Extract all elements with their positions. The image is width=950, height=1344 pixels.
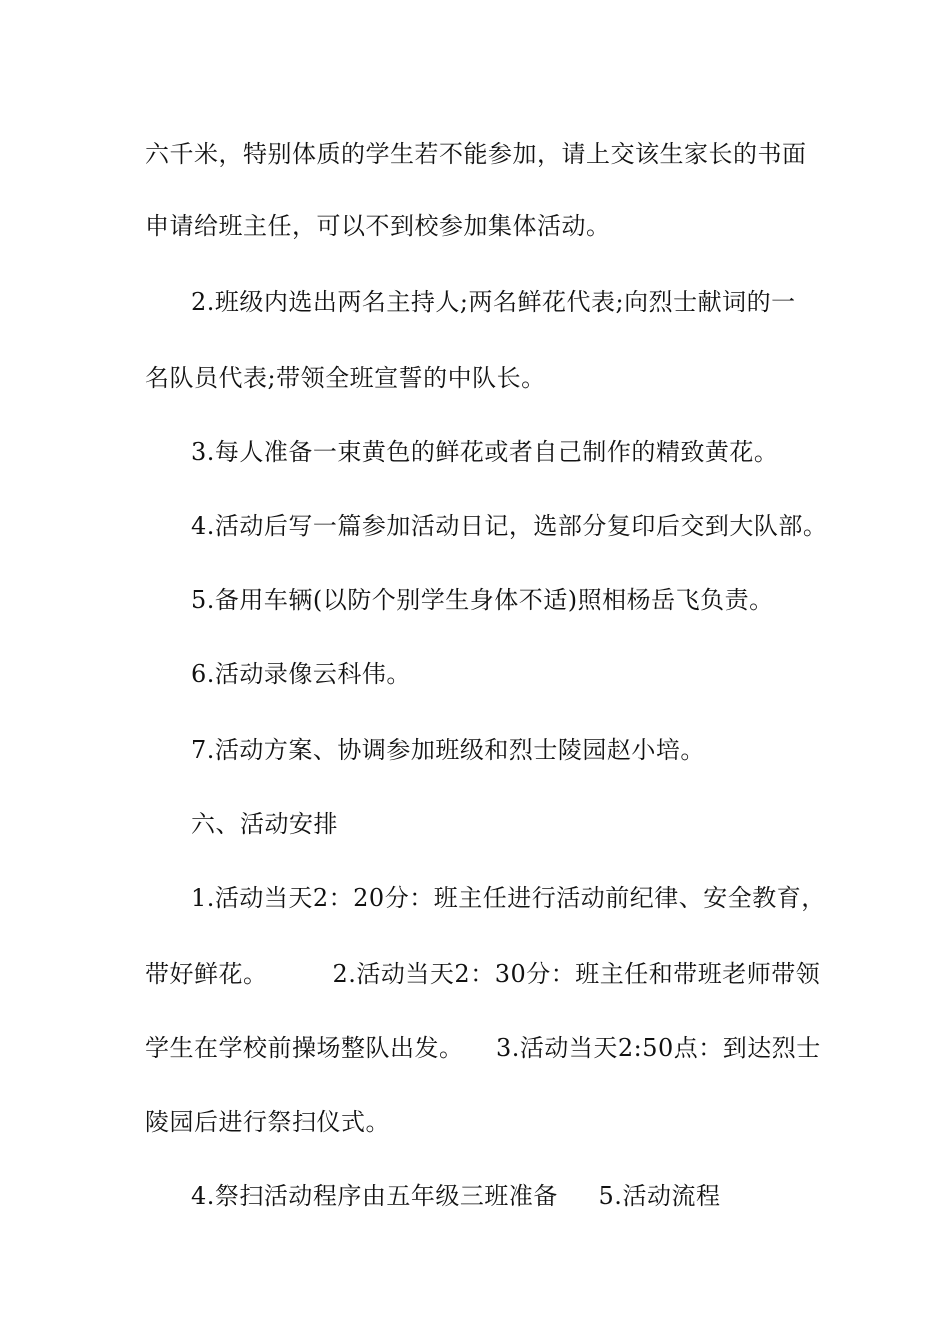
- text-line-15: 4.祭扫活动程序由五年级三班准备 5.活动流程: [191, 1182, 721, 1210]
- text-line-3: 2.班级内选出两名主持人;两名鲜花代表;向烈士献词的一: [191, 288, 796, 316]
- text-line-6: 4.活动后写一篇参加活动日记，选部分复印后交到大队部。: [191, 512, 828, 540]
- text-line-7: 5.备用车辆(以防个别学生身体不适)照相杨岳飞负责。: [191, 586, 774, 614]
- text-line-13: 学生在学校前操场整队出发。 3.活动当天2:50点：到达烈士: [145, 1034, 821, 1062]
- text-line-1: 六千米，特别体质的学生若不能参加，请上交该生家长的书面: [145, 140, 807, 168]
- text-line-9: 7.活动方案、协调参加班级和烈士陵园赵小培。: [191, 736, 705, 764]
- text-line-4: 名队员代表;带领全班宣誓的中队长。: [145, 364, 546, 392]
- text-line-5: 3.每人准备一束黄色的鲜花或者自己制作的精致黄花。: [191, 438, 779, 466]
- text-line-12: 带好鲜花。 2.活动当天2：30分：班主任和带班老师带领: [145, 960, 821, 988]
- section-heading: 六、活动安排: [191, 810, 338, 838]
- text-line-14: 陵园后进行祭扫仪式。: [145, 1108, 390, 1136]
- text-line-8: 6.活动录像云科伟。: [191, 660, 411, 688]
- text-line-11: 1.活动当天2：20分：班主任进行活动前纪律、安全教育，: [191, 884, 826, 912]
- text-line-2: 申请给班主任，可以不到校参加集体活动。: [145, 212, 611, 240]
